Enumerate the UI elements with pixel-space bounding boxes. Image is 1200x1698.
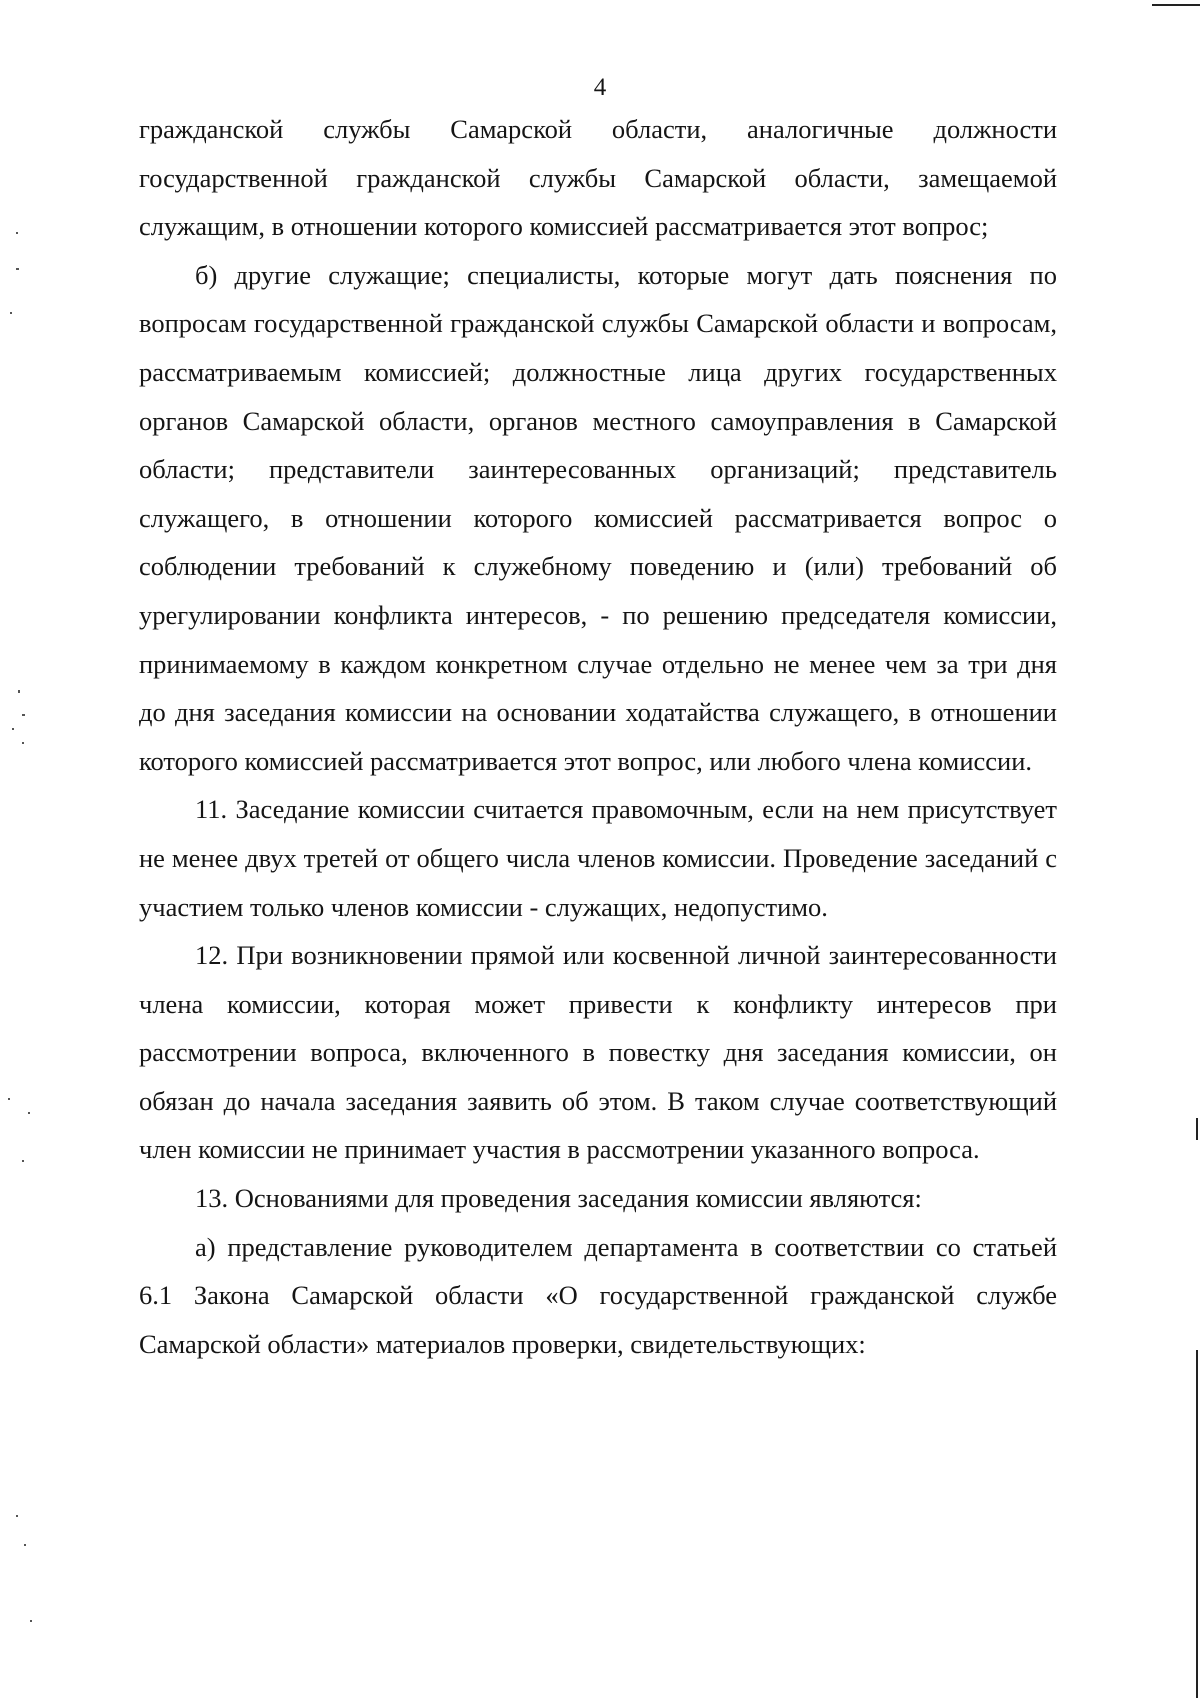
scan-speck (22, 742, 24, 744)
scan-speck (10, 312, 12, 314)
scan-speck (18, 690, 20, 693)
paragraph-item-a: а) представление руководителем департамента в соответствии со статьей 6.1 Закона Самарской области «О государственной гражданской службе Самарской области» материалов проверки, свидетельствующих: (139, 1231, 1057, 1359)
paragraph-continuation: гражданской службы Самарской области, аналогичные должности государственной гражданской службы Самарской области, замещаемой служащим, в отношении которого комиссией рассматривается этот вопрос; (139, 114, 1057, 242)
scan-speck (22, 714, 25, 716)
page-number: 4 (593, 74, 607, 101)
paragraph-13: 13. Основаниями для проведения заседания комиссии являются: (195, 1183, 922, 1214)
scan-edge-right (1196, 1350, 1198, 1698)
scan-speck (30, 1620, 32, 1622)
scan-speck (8, 1098, 10, 1100)
scan-edge-mark (1196, 1118, 1198, 1140)
scan-speck (28, 1112, 30, 1114)
paragraph-11: 11. Заседание комиссии считается правомочным, если на нем присутствует не менее двух третей от общего числа членов комиссии. Проведение заседаний с участием только членов комиссии - служащих, недопустимо. (139, 794, 1057, 922)
scan-speck (16, 1515, 18, 1517)
paragraph-12: 12. При возникновении прямой или косвенной личной заинтересованности члена комиссии, которая может привести к конфликту интересов при рассмотрении вопроса, включенного в повестку дня заседания комиссии, он обязан до начала заседания заявить об этом. В таком случае соответствующий член комиссии не принимает участия в рассмотрении указанного вопроса. (139, 940, 1057, 1165)
scan-speck (12, 728, 14, 730)
document-body (139, 105, 1057, 1368)
scan-speck (16, 232, 18, 234)
scan-edge-top-right (1152, 4, 1200, 6)
scan-speck (24, 1544, 26, 1546)
scan-speck (16, 268, 19, 270)
scan-speck (22, 1160, 24, 1162)
paragraph-item-b: б) другие служащие; специалисты, которые могут дать пояснения по вопросам государственной гражданской службы Самарской области и вопросам, рассматриваемым комиссией; должностные лица других государственных органов Самарской области, органов местного самоуправления в Самарской области; представители заинтересованных организаций; представитель служащего, в отношении которого комиссией рассматривается вопрос о соблюдении требований к служебному поведению и (или) требований об урегулировании конфликта интересов, - по решению председателя комиссии, принимаемому в каждом конкретном случае отдельно не менее чем за три дня до дня заседания комиссии на основании ходатайства служащего, в отношении которого комиссией рассматривается этот вопрос, или любого члена комиссии. (139, 259, 1057, 776)
